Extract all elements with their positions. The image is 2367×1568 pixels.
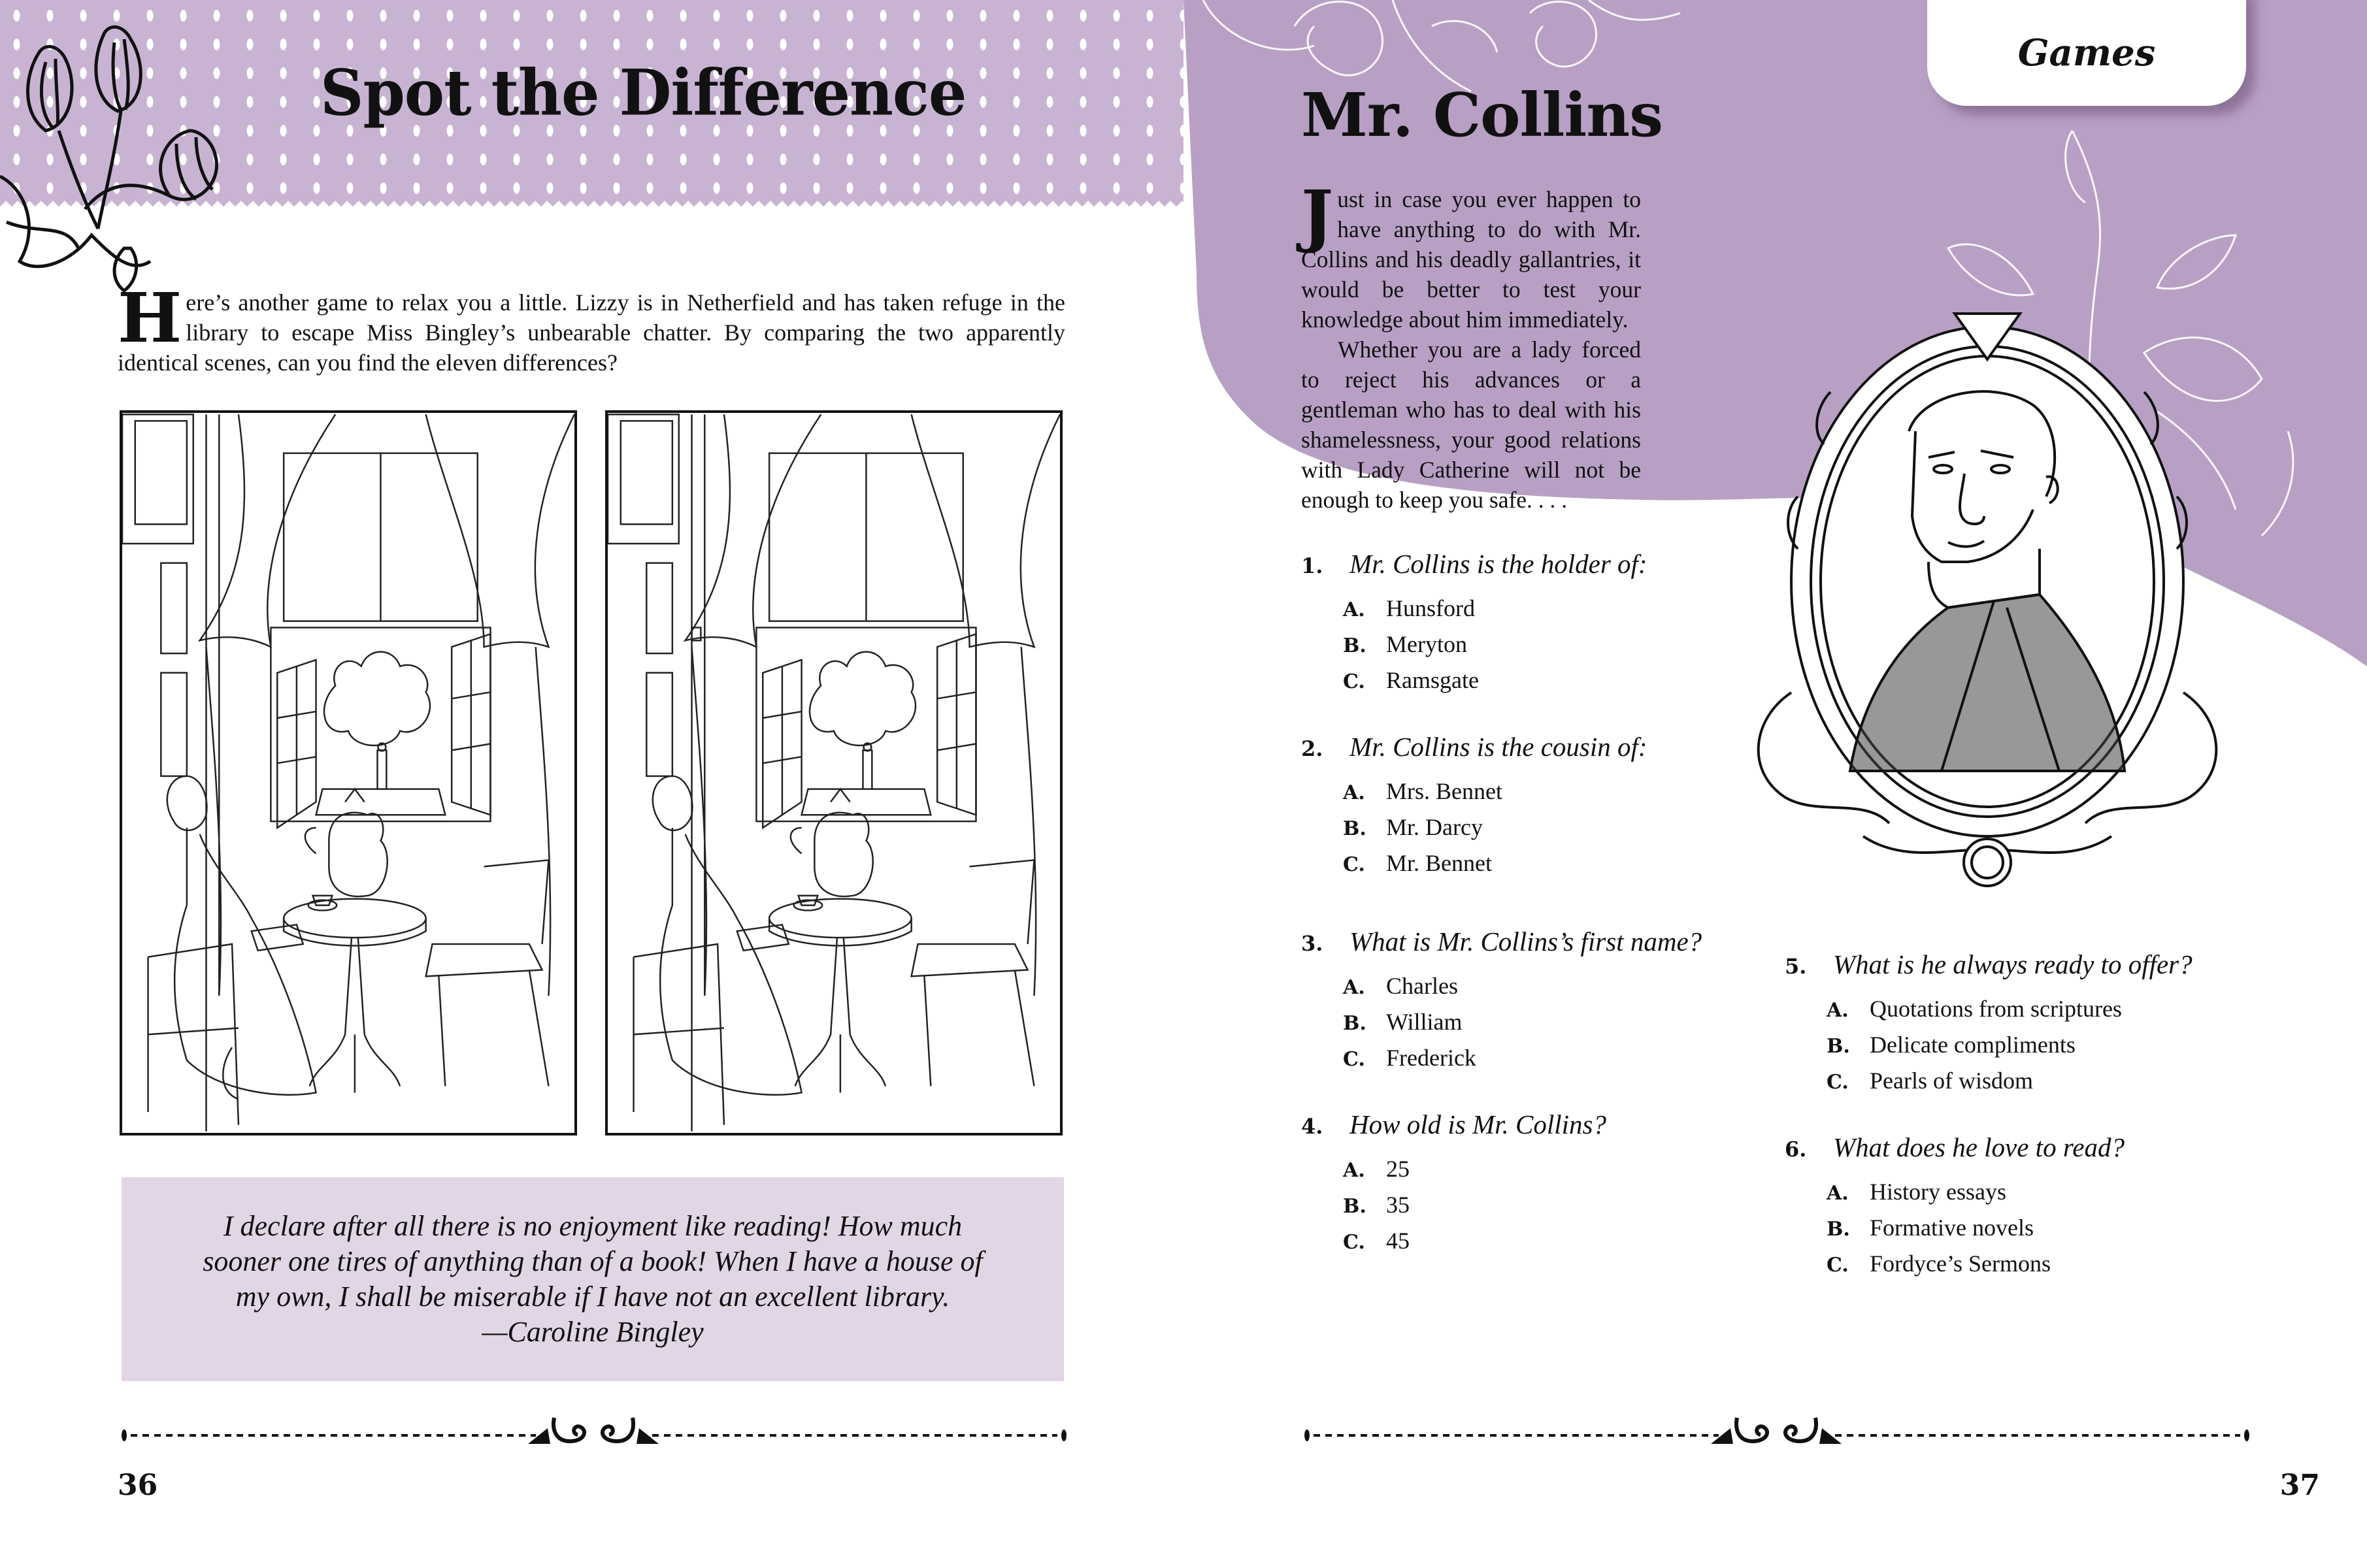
dashed-line [1314, 1434, 1719, 1437]
answer-option[interactable] [1343, 969, 1702, 1005]
option-letter: A. [1827, 1182, 1849, 1205]
scroll-ornament-icon [1711, 1415, 1842, 1445]
answer-options [1343, 774, 1647, 882]
answer-option[interactable] [1827, 1211, 2125, 1247]
clover-flower-illustration-icon [0, 13, 261, 294]
answer-options [1343, 1152, 1606, 1260]
question-text: What does he love to read? [1833, 1132, 2125, 1162]
quote-line: I declare after all there is no enjoyment like reading! How much [223, 1210, 963, 1242]
option-letter: A. [1343, 781, 1365, 804]
puzzle-image-original[interactable] [120, 410, 577, 1135]
option-text: History essays [1870, 1179, 2006, 1205]
quiz-question-2 [1301, 730, 1647, 882]
option-letter: C. [1827, 1254, 1849, 1277]
question-number: 5. [1785, 954, 1807, 979]
section-tab-label: Games [2017, 31, 2156, 74]
quote-line: my own, I shall be miserable if I have not an excellent library. [235, 1281, 950, 1313]
option-letter: C. [1343, 853, 1365, 876]
library-scene-illustration-icon [608, 413, 1060, 1133]
page-title: Mr. Collins [1301, 80, 1663, 150]
question-text: Mr. Collins is the holder of: [1349, 549, 1647, 579]
answer-option[interactable] [1827, 992, 2193, 1028]
ornamental-divider [1304, 1428, 2249, 1441]
ornamental-divider [122, 1428, 1067, 1441]
quote-box [122, 1177, 1064, 1381]
dashed-line [652, 1434, 1057, 1437]
option-text: Mr. Bennet [1386, 850, 1492, 876]
option-text: Formative novels [1870, 1215, 2034, 1241]
answer-options [1343, 969, 1702, 1077]
right-page [1184, 0, 2367, 1568]
answer-option[interactable] [1343, 810, 1647, 846]
answer-option[interactable] [1343, 591, 1647, 627]
option-letter: A. [1827, 999, 1849, 1022]
quiz-question-5 [1785, 948, 2193, 1100]
option-text: Delicate compliments [1870, 1032, 2076, 1058]
answer-option[interactable] [1343, 663, 1647, 699]
dashed-line [1835, 1434, 2240, 1437]
section-tab-games[interactable] [1927, 0, 2246, 106]
quiz-question-1 [1301, 547, 1647, 699]
page-number: 36 [118, 1469, 158, 1502]
option-text: William [1386, 1009, 1463, 1035]
answer-options [1827, 1175, 2125, 1282]
answer-option[interactable] [1343, 1041, 1702, 1077]
question-text: Mr. Collins is the cousin of: [1349, 732, 1647, 762]
option-text: Frederick [1386, 1045, 1476, 1071]
answer-option[interactable] [1827, 1064, 2193, 1100]
option-text: Hunsford [1386, 595, 1475, 621]
divider-end-dot [1304, 1429, 1310, 1441]
option-text: 25 [1386, 1156, 1410, 1182]
answer-option[interactable] [1343, 774, 1647, 810]
option-text: Pearls of wisdom [1870, 1068, 2033, 1094]
quote-line: sooner one tires of anything than of a book! When I have a house of [203, 1245, 983, 1277]
option-letter: A. [1343, 976, 1365, 999]
answer-option[interactable] [1343, 1152, 1606, 1188]
question-text: How old is Mr. Collins? [1349, 1109, 1606, 1139]
option-letter: A. [1343, 598, 1365, 621]
puzzle-image-altered[interactable] [605, 410, 1063, 1135]
question-number: 1. [1301, 553, 1323, 578]
answer-option[interactable] [1827, 1175, 2125, 1211]
option-letter: B. [1827, 1218, 1850, 1241]
answer-option[interactable] [1343, 627, 1647, 663]
option-letter: B. [1827, 1035, 1850, 1058]
option-letter: C. [1827, 1071, 1849, 1094]
answer-options [1343, 591, 1647, 699]
option-text: Meryton [1386, 631, 1467, 657]
question-text: What is he always ready to offer? [1833, 949, 2193, 979]
intro-paragraph [118, 278, 1065, 378]
option-letter: B. [1343, 817, 1366, 840]
option-letter: B. [1343, 1195, 1366, 1218]
answer-option[interactable] [1343, 1005, 1702, 1041]
drop-cap: J [1301, 175, 1334, 255]
page-title: Spot the Difference [320, 56, 967, 130]
option-text: 45 [1386, 1228, 1410, 1254]
drop-cap: H [118, 278, 182, 358]
option-text: 35 [1386, 1192, 1410, 1218]
option-text: Mrs. Bennet [1386, 778, 1502, 804]
question-number: 6. [1785, 1137, 1807, 1162]
quiz-question-4 [1301, 1108, 1606, 1260]
answer-options [1827, 992, 2193, 1100]
divider-end-dot [2244, 1429, 2249, 1441]
question-text: What is Mr. Collins’s first name? [1349, 926, 1702, 956]
library-scene-illustration-icon [122, 413, 574, 1133]
intro-paragraph: Whether you are a lady forced to reject his advances or a gentleman who has to deal with his shamelessness, your good relations with Lady Catherine will not be enough to keep you safe. . . . [1301, 336, 1641, 513]
question-number: 2. [1301, 736, 1323, 761]
answer-option[interactable] [1827, 1028, 2193, 1064]
option-text: Charles [1386, 973, 1458, 999]
option-text: Fordyce’s Sermons [1870, 1250, 2051, 1277]
intro-paragraph-text: ust in case you ever happen to have anything to do with Mr. Collins and his deadly gallantries, it would be better to test your knowledge about him immediately. [1301, 186, 1641, 333]
option-letter: C. [1343, 670, 1365, 693]
option-letter: B. [1343, 634, 1366, 657]
mr-collins-portrait-illustration-icon [1732, 301, 2242, 902]
intro-text-block [1301, 175, 1641, 515]
intro-text: ere’s another game to relax you a little. Lizzy is in Netherfield and has taken refuge in the library to escape Miss Bingley’s unbearable chatter. By comparing the two apparently identical scenes, can you find the eleven differences? [118, 289, 1065, 376]
answer-option[interactable] [1343, 1224, 1606, 1260]
quiz-question-3 [1301, 925, 1702, 1077]
page-number: 37 [2279, 1469, 2320, 1502]
option-text: Ramsgate [1386, 667, 1479, 693]
option-letter: B. [1343, 1012, 1366, 1035]
quiz-question-6 [1785, 1131, 2125, 1282]
question-number: 3. [1301, 931, 1323, 956]
quote-attribution: —Caroline Bingley [482, 1316, 704, 1348]
option-text: Quotations from scriptures [1870, 996, 2122, 1022]
scroll-ornament-icon [528, 1415, 659, 1445]
option-text: Mr. Darcy [1386, 814, 1483, 840]
answer-option[interactable] [1343, 1188, 1606, 1224]
option-letter: C. [1343, 1231, 1365, 1254]
answer-option[interactable] [1827, 1247, 2125, 1282]
intro-paragraph [1301, 175, 1641, 335]
dashed-line [131, 1434, 536, 1437]
option-letter: A. [1343, 1159, 1365, 1182]
answer-option[interactable] [1343, 846, 1647, 882]
divider-end-dot [122, 1429, 127, 1441]
option-letter: C. [1343, 1048, 1365, 1071]
divider-end-dot [1061, 1429, 1067, 1441]
question-number: 4. [1301, 1114, 1323, 1139]
